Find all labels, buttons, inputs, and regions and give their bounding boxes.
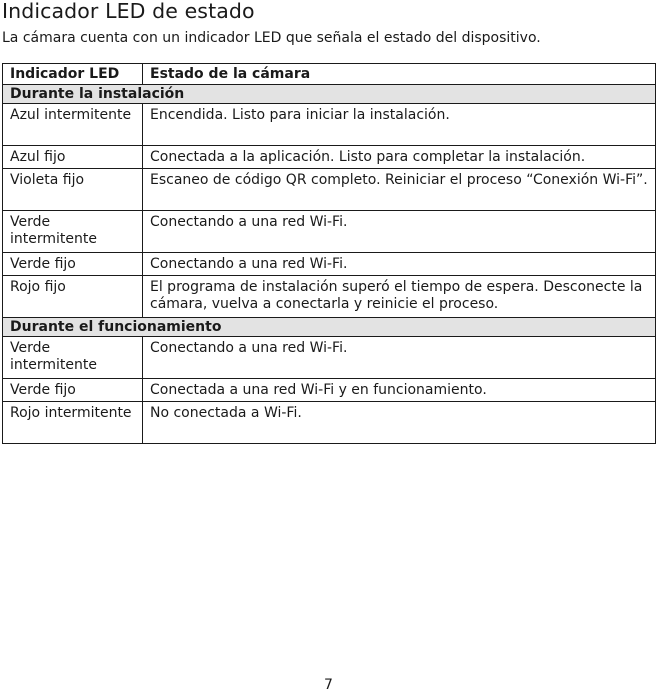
- page-subtitle: La cámara cuenta con un indicador LED que señala el estado del dispositivo.: [2, 30, 541, 46]
- led-cell: Azul intermitente: [3, 104, 143, 146]
- table-row: [3, 253, 656, 276]
- state-cell: Conectada a la aplicación. Listo para completar la instalación.: [143, 146, 656, 169]
- led-cell: Verde fijo: [3, 379, 143, 402]
- section-row-operation: [3, 318, 656, 337]
- state-cell: Conectando a una red Wi-Fi.: [143, 211, 656, 253]
- table-row: [3, 402, 656, 444]
- table-row: [3, 337, 656, 379]
- state-cell: Conectando a una red Wi-Fi.: [143, 253, 656, 276]
- state-cell: El programa de instalación superó el tiempo de espera. Desconecte la cámara, vuelva a conectarla y reinicie el proceso.: [143, 276, 656, 318]
- led-cell: Verde fijo: [3, 253, 143, 276]
- header-led-indicator: Indicador LED: [3, 64, 143, 85]
- table-row: [3, 146, 656, 169]
- section-label: Durante la instalación: [3, 85, 656, 104]
- section-row-installation: [3, 85, 656, 104]
- led-status-table: [2, 63, 656, 444]
- state-cell: Conectando a una red Wi-Fi.: [143, 337, 656, 379]
- table-header-row: [3, 64, 656, 85]
- led-cell: Rojo intermitente: [3, 402, 143, 444]
- table-row: [3, 276, 656, 318]
- state-cell: Escaneo de código QR completo. Reiniciar el proceso “Conexión Wi-Fi”.: [143, 169, 656, 211]
- page-number: 7: [324, 677, 333, 693]
- table-row: [3, 104, 656, 146]
- table-row: [3, 169, 656, 211]
- led-cell: Verde intermitente: [3, 211, 143, 253]
- table-row: [3, 211, 656, 253]
- led-cell: Verde intermitente: [3, 337, 143, 379]
- page-title: Indicador LED de estado: [2, 0, 255, 23]
- section-label: Durante el funcionamiento: [3, 318, 656, 337]
- state-cell: Conectada a una red Wi-Fi y en funcionamiento.: [143, 379, 656, 402]
- table-row: [3, 379, 656, 402]
- led-cell: Azul fijo: [3, 146, 143, 169]
- led-cell: Rojo fijo: [3, 276, 143, 318]
- state-cell: Encendida. Listo para iniciar la instalación.: [143, 104, 656, 146]
- header-camera-state: Estado de la cámara: [143, 64, 656, 85]
- state-cell: No conectada a Wi-Fi.: [143, 402, 656, 444]
- led-cell: Violeta fijo: [3, 169, 143, 211]
